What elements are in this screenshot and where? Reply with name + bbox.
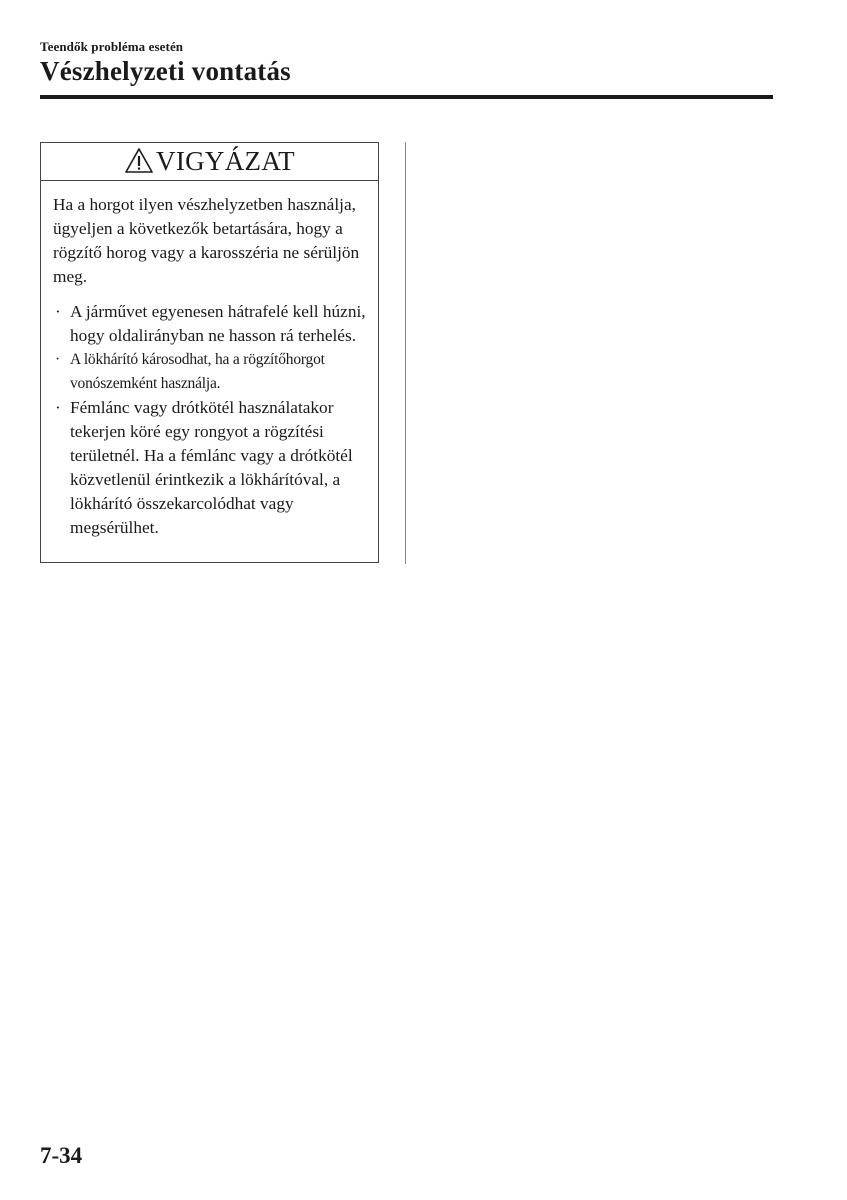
bullet-dot: · [55, 302, 61, 321]
section-label: Teendők probléma esetén [40, 39, 184, 54]
caution-bullet-list [53, 300, 368, 540]
caution-header [41, 143, 378, 181]
caution-title: VIGYÁZAT [156, 146, 295, 176]
list-item [53, 396, 368, 540]
list-item [53, 300, 368, 348]
page-title: Vészhelyzeti vontatás [40, 56, 291, 86]
list-item [53, 348, 368, 396]
bullet-dot: · [55, 351, 60, 368]
caution-box [40, 142, 379, 563]
bullet-dot: · [55, 398, 61, 417]
bullet-text: Fémlánc vagy drótkötél használatakor tekerjen köré egy rongyot a rögzítési területnél. Ha a fémlánc vagy a drótkötél közvetlenül érintkezik a lökhárítóval, a lökhárító összekarcolódhat vagy megsérülhet. [70, 398, 353, 537]
column-divider [405, 142, 406, 564]
caution-intro: Ha a horgot ilyen vészhelyzetben használja, ügyeljen a következők betartására, hogy a rögzítő horog vagy a karosszéria ne sérüljön meg. [53, 195, 360, 286]
bullet-text: A lökhárító károsodhat, ha a rögzítőhorgot vonószemként használja. [70, 351, 325, 392]
page-number: 7-34 [40, 1143, 83, 1168]
caution-body [41, 181, 378, 540]
title-rule [40, 95, 773, 99]
bullet-text: A járművet egyenesen hátrafelé kell húzni, hogy oldalirányban ne hasson rá terhelés. [70, 302, 366, 345]
warning-triangle-icon [124, 147, 154, 174]
